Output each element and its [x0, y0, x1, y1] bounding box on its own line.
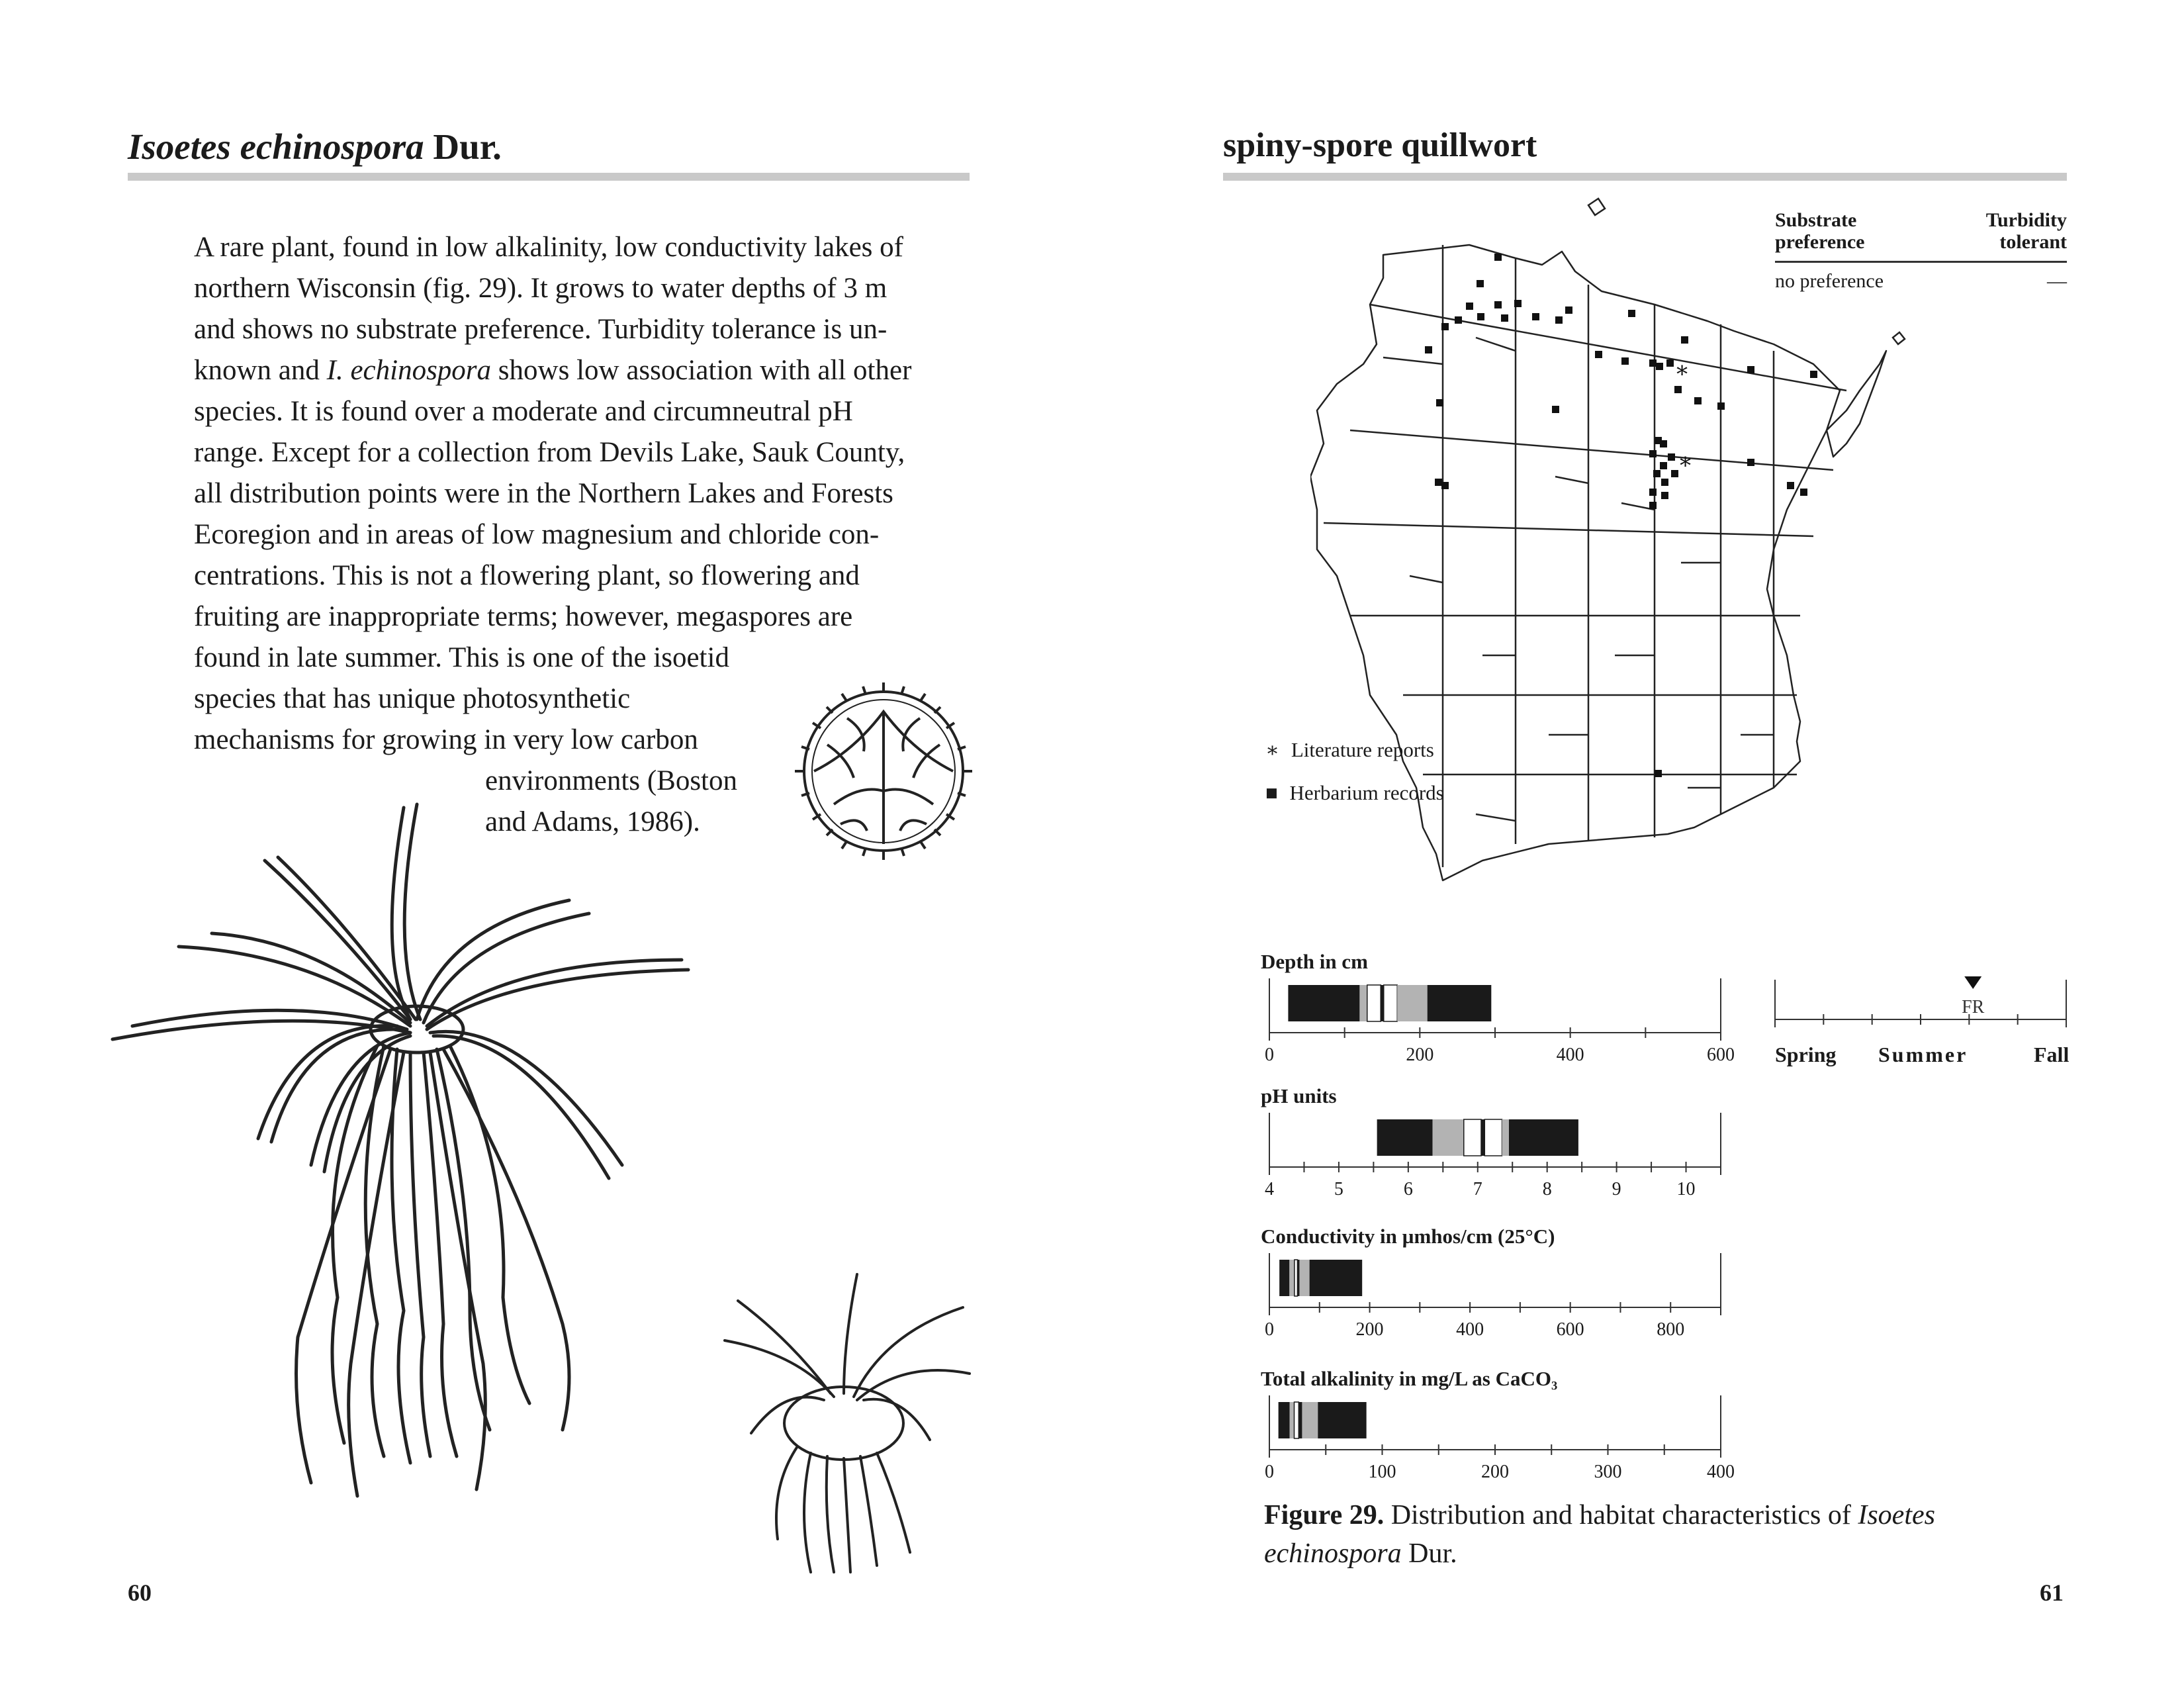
svg-text:∗: ∗ [1674, 358, 1690, 383]
conductivity-segment-3 [1297, 1260, 1299, 1296]
alkalinity-tick-label: 0 [1265, 1462, 1274, 1482]
depth-tick-label: 200 [1406, 1045, 1434, 1065]
conductivity-tick-label: 400 [1456, 1319, 1484, 1340]
ph-tick-label: 4 [1265, 1179, 1274, 1199]
ph-segment-1 [1433, 1119, 1464, 1156]
text-line: mechanisms for growing in very low carbon [194, 724, 698, 755]
ph-tick-label: 8 [1542, 1179, 1552, 1199]
text-line: environments (Boston [485, 765, 737, 796]
figure-caption: Figure 29. Distribution and habitat characteristics of Isoetes echinospora Dur. [1264, 1500, 1935, 1569]
ph-chart [1257, 1107, 1760, 1207]
conductivity-segment-4 [1299, 1260, 1309, 1296]
alkalinity-segment-2 [1295, 1402, 1299, 1438]
asterisk-icon: ∗ [1265, 738, 1280, 761]
fruiting-marker-label: FR [1962, 997, 1985, 1017]
conductivity-segment-0 [1279, 1260, 1289, 1296]
legend-herbarium: ■ Herbarium records [1265, 781, 1444, 804]
substrate-header: Substrate preference [1775, 209, 1865, 253]
ph-tick-label: 10 [1676, 1179, 1696, 1199]
ph-bars [1377, 1119, 1578, 1156]
left-page-title [128, 126, 502, 167]
conductivity-tick-label: 600 [1556, 1319, 1584, 1340]
depth-segment-5 [1397, 985, 1427, 1021]
depth-tick-label: 400 [1556, 1045, 1584, 1065]
conductivity-segment-1 [1289, 1260, 1295, 1296]
conductivity-bars [1279, 1260, 1362, 1296]
conductivity-chart-title: Conductivity in µmhos/cm (25°C) [1261, 1225, 1555, 1248]
depth-segment-4 [1384, 985, 1397, 1021]
text-line: centrations. This is not a flowering plant, so flowering and [194, 560, 860, 591]
ph-tick-label: 7 [1473, 1179, 1482, 1199]
species-name: Isoetes echinospora [128, 126, 424, 167]
text-line: A rare plant, found in low alkalinity, low conductivity lakes of [194, 232, 903, 263]
left-page-number: 60 [128, 1579, 152, 1606]
alkalinity-tick-label: 100 [1368, 1462, 1396, 1482]
alkalinity-segment-1 [1290, 1402, 1295, 1438]
square-icon: ■ [1265, 781, 1278, 804]
text-line: northern Wisconsin (fig. 29). It grows to water depths of 3 m [194, 273, 887, 304]
alkalinity-segment-3 [1298, 1402, 1302, 1438]
conductivity-tick-label: 0 [1265, 1319, 1274, 1340]
svg-text:∗: ∗ [1678, 449, 1694, 474]
season-summer: Summer [1878, 1043, 1968, 1066]
depth-segment-6 [1428, 985, 1492, 1021]
conductivity-chart [1257, 1248, 1760, 1347]
alkalinity-segment-0 [1279, 1402, 1290, 1438]
depth-bars [1288, 985, 1491, 1021]
legend-literature: ∗ Literature reports [1265, 738, 1434, 761]
conductivity-segment-2 [1295, 1260, 1298, 1296]
depth-chart-title: Depth in cm [1261, 950, 1368, 973]
quillwort-plant-illustration [99, 794, 708, 1523]
turbidity-header: Turbidity tolerant [1985, 209, 2067, 253]
alkalinity-tick-label: 400 [1707, 1462, 1735, 1482]
substrate-value: no preference [1775, 270, 1884, 292]
alkalinity-chart-title: Total alkalinity in mg/L as CaCO₃ [1261, 1367, 1558, 1390]
text-line: all distribution points were in the Northern Lakes and Forests [194, 478, 893, 509]
text-line: known and I. echinospora shows low association with all other [194, 355, 912, 386]
right-page-number: 61 [2040, 1579, 2064, 1606]
depth-chart [1257, 973, 1760, 1072]
alkalinity-tick-label: 300 [1594, 1462, 1622, 1482]
text-line: species. It is found over a moderate and circumneutral pH [194, 396, 853, 427]
text-line: found in late summer. This is one of the isoetid [194, 642, 729, 673]
conductivity-tick-label: 200 [1355, 1319, 1384, 1340]
alkalinity-tick-label: 200 [1481, 1462, 1509, 1482]
alkalinity-bars [1279, 1402, 1367, 1438]
text-line: species that has unique photosynthetic [194, 683, 631, 714]
ph-segment-2 [1464, 1119, 1481, 1156]
text-line: and shows no substrate preference. Turbidity tolerance is un- [194, 314, 887, 345]
wisconsin-distribution-map [1310, 192, 2005, 927]
text-line: fruiting are inappropriate terms; however, megaspores are [194, 601, 853, 632]
conductivity-segment-5 [1310, 1260, 1363, 1296]
depth-segment-1 [1359, 985, 1367, 1021]
alkalinity-segment-5 [1318, 1402, 1366, 1438]
ph-segment-4 [1484, 1119, 1502, 1156]
megaspore-illustration [788, 672, 979, 870]
depth-segment-2 [1367, 985, 1381, 1021]
ph-tick-label: 5 [1334, 1179, 1343, 1199]
left-title-rule [128, 173, 970, 181]
right-page-title: spiny-spore quillwort [1223, 126, 1537, 164]
alkalinity-segment-4 [1302, 1402, 1318, 1438]
season-spring: Spring [1775, 1043, 1837, 1066]
text-line: range. Except for a collection from Devils Lake, Sauk County, [194, 437, 905, 468]
alkalinity-chart [1257, 1390, 1760, 1489]
corm-detail-illustration [711, 1261, 976, 1579]
text-line: and Adams, 1986). [485, 806, 700, 837]
fruiting-marker-icon [1964, 976, 1981, 989]
ph-segment-3 [1481, 1119, 1484, 1156]
author-abbrev: Dur. [433, 126, 502, 167]
season-fall: Fall [2034, 1043, 2070, 1066]
ph-segment-0 [1377, 1119, 1433, 1156]
ph-tick-label: 6 [1403, 1179, 1413, 1199]
phenology-chart [1760, 973, 2071, 1033]
ph-segment-5 [1502, 1119, 1508, 1156]
depth-segment-0 [1288, 985, 1359, 1021]
text-line: Ecoregion and in areas of low magnesium and chloride con- [194, 519, 880, 550]
ph-tick-label: 9 [1612, 1179, 1621, 1199]
right-title-rule [1223, 173, 2067, 181]
depth-tick-label: 0 [1265, 1045, 1274, 1065]
conductivity-tick-label: 800 [1657, 1319, 1685, 1340]
depth-tick-label: 600 [1707, 1045, 1735, 1065]
ph-segment-6 [1509, 1119, 1578, 1156]
ph-chart-title: pH units [1261, 1084, 1337, 1107]
turbidity-value: — [2047, 270, 2067, 292]
